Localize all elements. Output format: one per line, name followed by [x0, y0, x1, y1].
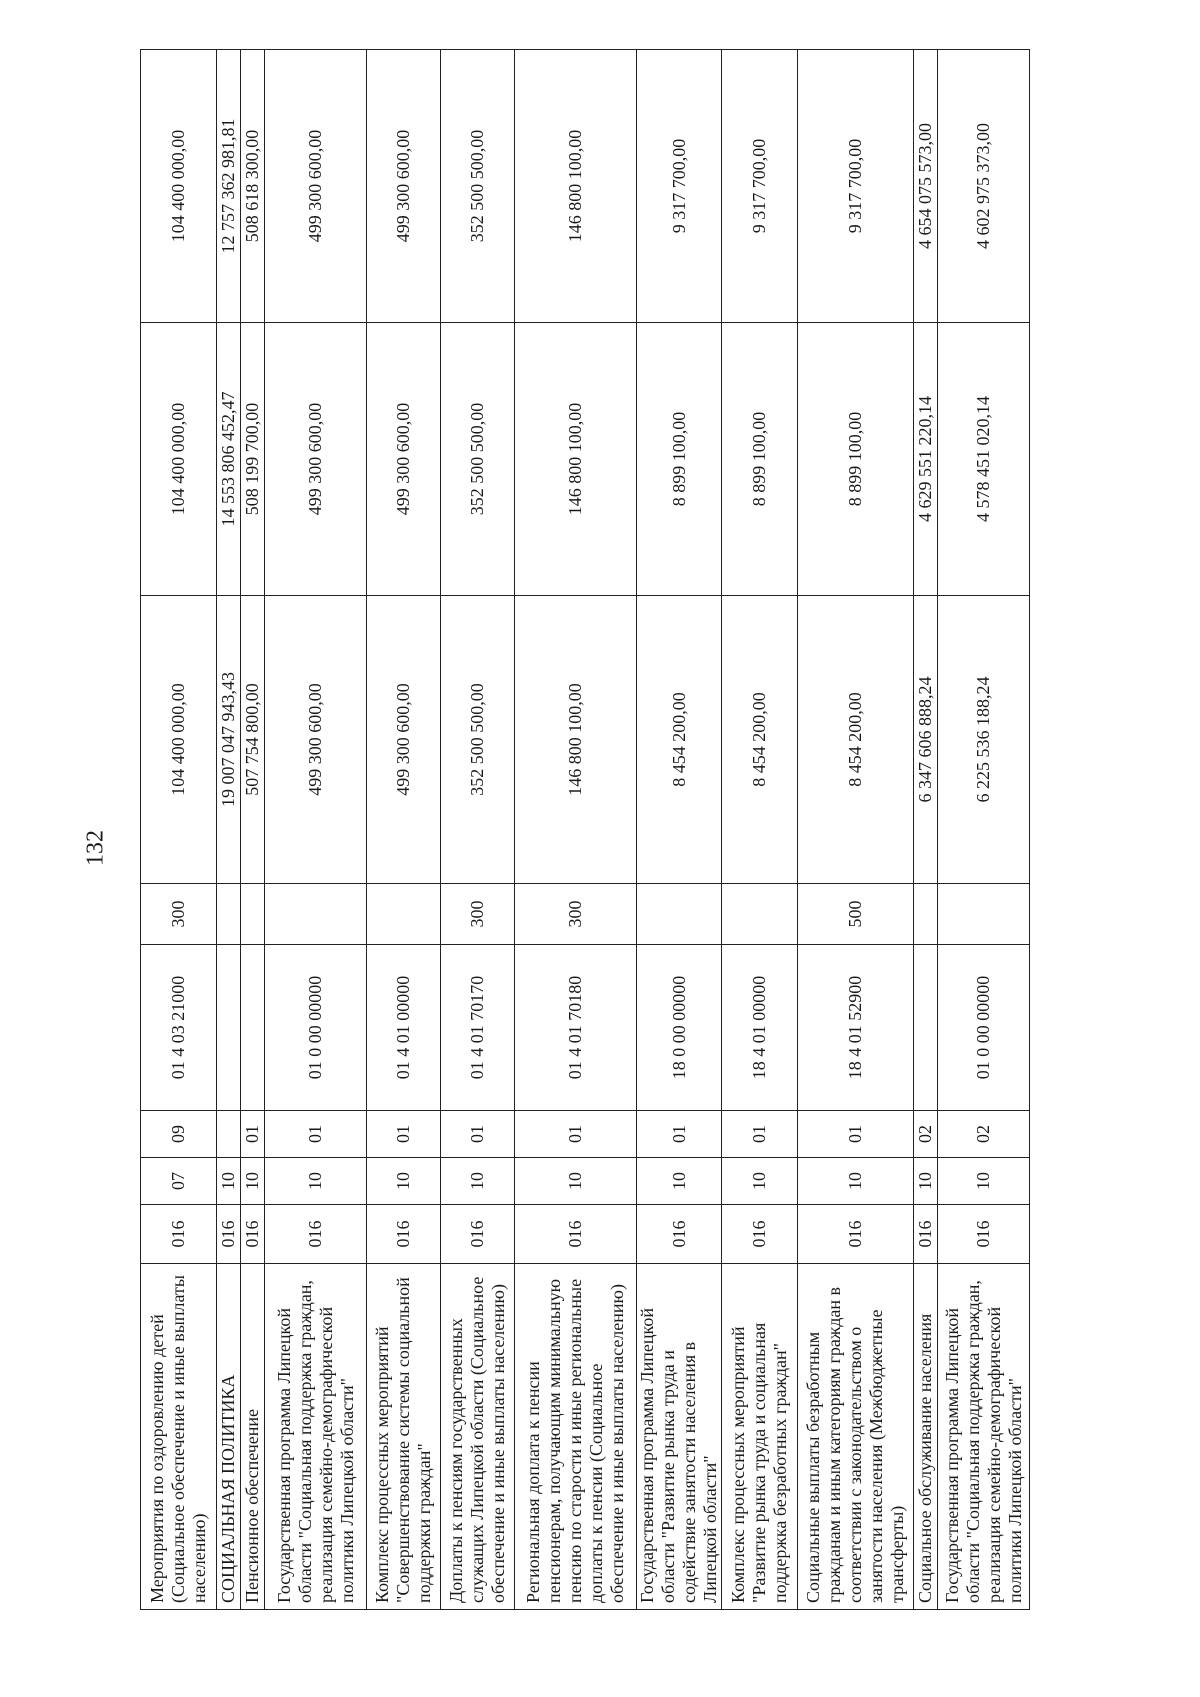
row-amount-year2: 8 899 100,00 [798, 323, 914, 596]
row-ministry-code: 016 [914, 1205, 938, 1264]
row-target-article: 01 4 03 21000 [141, 945, 217, 1111]
page-number: 132 [82, 830, 109, 866]
table-row [637, 50, 722, 1610]
row-section-code: 10 [798, 1158, 914, 1205]
row-subsection-code: 01 [637, 1111, 722, 1158]
row-expense-type: 300 [441, 884, 515, 945]
row-subsection-code: 01 [722, 1111, 798, 1158]
row-expense-type: 300 [515, 884, 637, 945]
row-ministry-code: 016 [722, 1205, 798, 1264]
row-subsection-code: 01 [441, 1111, 515, 1158]
row-amount-year3: 104 400 000,00 [141, 50, 217, 323]
table-row [441, 50, 515, 1610]
row-section-code: 07 [141, 1158, 217, 1205]
row-amount-year2: 146 800 100,00 [515, 323, 637, 596]
row-target-article: 01 0 00 00000 [265, 945, 367, 1111]
table-row [938, 50, 1030, 1610]
row-target-article: 01 4 01 70170 [441, 945, 515, 1111]
row-target-article: 18 0 00 00000 [637, 945, 722, 1111]
row-amount-year2: 104 400 000,00 [141, 323, 217, 596]
row-expense-type [722, 884, 798, 945]
row-amount-year3: 9 317 700,00 [798, 50, 914, 323]
budget-table [140, 49, 1030, 1610]
row-amount-year3: 9 317 700,00 [637, 50, 722, 323]
row-expense-type: 500 [798, 884, 914, 945]
row-amount-year2: 499 300 600,00 [265, 323, 367, 596]
row-expense-type [637, 884, 722, 945]
row-amount-year1: 8 454 200,00 [637, 596, 722, 884]
row-name: Региональная доплата к пенсии пенсионерам, получающим минимальную пенсию по старости и иные региональные доплаты к пенсии (Социальное обеспечение и иные выплаты населению) [515, 1264, 637, 1610]
row-ministry-code: 016 [367, 1205, 441, 1264]
row-target-article [914, 945, 938, 1111]
row-amount-year2: 14 553 806 452,47 [217, 323, 241, 596]
row-amount-year2: 8 899 100,00 [722, 323, 798, 596]
row-amount-year3: 4 602 975 373,00 [938, 50, 1030, 323]
row-amount-year1: 8 454 200,00 [798, 596, 914, 884]
row-ministry-code: 016 [441, 1205, 515, 1264]
row-name: СОЦИАЛЬНАЯ ПОЛИТИКА [217, 1264, 241, 1610]
row-amount-year3: 12 757 362 981,81 [217, 50, 241, 323]
row-name: Доплаты к пенсиям государственных служащих Липецкой области (Социальное обеспечение и иные выплаты населению) [441, 1264, 515, 1610]
table-row [515, 50, 637, 1610]
row-amount-year2: 352 500 500,00 [441, 323, 515, 596]
row-name: Социальные выплаты безработным гражданам и иным категориям граждан в соответствии с законодательством о занятости населения (Межбюджетные трансферты) [798, 1264, 914, 1610]
row-section-code: 10 [637, 1158, 722, 1205]
row-ministry-code: 016 [798, 1205, 914, 1264]
table-row [217, 50, 241, 1610]
row-ministry-code: 016 [515, 1205, 637, 1264]
row-section-code: 10 [914, 1158, 938, 1205]
row-amount-year1: 8 454 200,00 [722, 596, 798, 884]
row-name: Комплекс процессных мероприятий "Развитие рынка труда и социальная поддержка безработных граждан" [722, 1264, 798, 1610]
row-target-article: 01 4 01 00000 [367, 945, 441, 1111]
row-amount-year1: 19 007 047 943,43 [217, 596, 241, 884]
table-row [141, 50, 217, 1610]
row-amount-year1: 499 300 600,00 [367, 596, 441, 884]
row-subsection-code: 02 [914, 1111, 938, 1158]
row-amount-year3: 499 300 600,00 [265, 50, 367, 323]
row-ministry-code: 016 [938, 1205, 1030, 1264]
row-section-code: 10 [441, 1158, 515, 1205]
row-amount-year2: 499 300 600,00 [367, 323, 441, 596]
row-name: Социальное обслуживание населения [914, 1264, 938, 1610]
row-expense-type [265, 884, 367, 945]
table-row [722, 50, 798, 1610]
row-ministry-code: 016 [217, 1205, 241, 1264]
row-target-article: 01 4 01 70180 [515, 945, 637, 1111]
row-amount-year1: 6 225 536 188,24 [938, 596, 1030, 884]
row-subsection-code: 01 [265, 1111, 367, 1158]
row-name: Государственная программа Липецкой области "Социальная поддержка граждан, реализация семейно-демографической политики Липецкой области" [265, 1264, 367, 1610]
row-amount-year2: 4 629 551 220,14 [914, 323, 938, 596]
row-section-code: 10 [241, 1158, 265, 1205]
table-row [914, 50, 938, 1610]
row-amount-year2: 508 199 700,00 [241, 323, 265, 596]
row-expense-type [241, 884, 265, 945]
row-subsection-code: 01 [515, 1111, 637, 1158]
budget-table-rotated [140, 50, 1025, 1610]
table-row [367, 50, 441, 1610]
row-ministry-code: 016 [265, 1205, 367, 1264]
row-expense-type [217, 884, 241, 945]
row-expense-type [914, 884, 938, 945]
row-target-article [217, 945, 241, 1111]
row-section-code: 10 [938, 1158, 1030, 1205]
row-amount-year1: 104 400 000,00 [141, 596, 217, 884]
table-row [798, 50, 914, 1610]
row-section-code: 10 [265, 1158, 367, 1205]
row-amount-year3: 352 500 500,00 [441, 50, 515, 323]
row-amount-year1: 507 754 800,00 [241, 596, 265, 884]
row-name: Мероприятия по оздоровлению детей (Социальное обеспечение и иные выплаты населению) [141, 1264, 217, 1610]
row-ministry-code: 016 [241, 1205, 265, 1264]
row-subsection-code: 01 [241, 1111, 265, 1158]
row-target-article: 18 4 01 52900 [798, 945, 914, 1111]
row-name: Комплекс процессных мероприятий "Совершенствование системы социальной поддержки граждан" [367, 1264, 441, 1610]
row-amount-year3: 4 654 075 573,00 [914, 50, 938, 323]
row-ministry-code: 016 [637, 1205, 722, 1264]
row-section-code: 10 [722, 1158, 798, 1205]
row-amount-year1: 6 347 606 888,24 [914, 596, 938, 884]
row-subsection-code [217, 1111, 241, 1158]
row-subsection-code: 01 [798, 1111, 914, 1158]
row-amount-year3: 499 300 600,00 [367, 50, 441, 323]
row-section-code: 10 [367, 1158, 441, 1205]
row-section-code: 10 [515, 1158, 637, 1205]
row-target-article: 18 4 01 00000 [722, 945, 798, 1111]
row-expense-type [938, 884, 1030, 945]
row-name: Пенсионное обеспечение [241, 1264, 265, 1610]
row-subsection-code: 01 [367, 1111, 441, 1158]
row-expense-type: 300 [141, 884, 217, 945]
row-amount-year2: 4 578 451 020,14 [938, 323, 1030, 596]
row-subsection-code: 02 [938, 1111, 1030, 1158]
row-amount-year3: 9 317 700,00 [722, 50, 798, 323]
table-row [241, 50, 265, 1610]
row-subsection-code: 09 [141, 1111, 217, 1158]
row-amount-year1: 146 800 100,00 [515, 596, 637, 884]
row-target-article: 01 0 00 00000 [938, 945, 1030, 1111]
row-name: Государственная программа Липецкой области "Развитие рынка труда и содействие занятости населения в Липецкой области" [637, 1264, 722, 1610]
row-ministry-code: 016 [141, 1205, 217, 1264]
row-name: Государственная программа Липецкой области "Социальная поддержка граждан, реализация семейно-демографической политики Липецкой области" [938, 1264, 1030, 1610]
row-target-article [241, 945, 265, 1111]
row-amount-year3: 508 618 300,00 [241, 50, 265, 323]
row-section-code: 10 [217, 1158, 241, 1205]
row-amount-year1: 499 300 600,00 [265, 596, 367, 884]
row-amount-year2: 8 899 100,00 [637, 323, 722, 596]
row-expense-type [367, 884, 441, 945]
row-amount-year1: 352 500 500,00 [441, 596, 515, 884]
row-amount-year3: 146 800 100,00 [515, 50, 637, 323]
table-row [265, 50, 367, 1610]
